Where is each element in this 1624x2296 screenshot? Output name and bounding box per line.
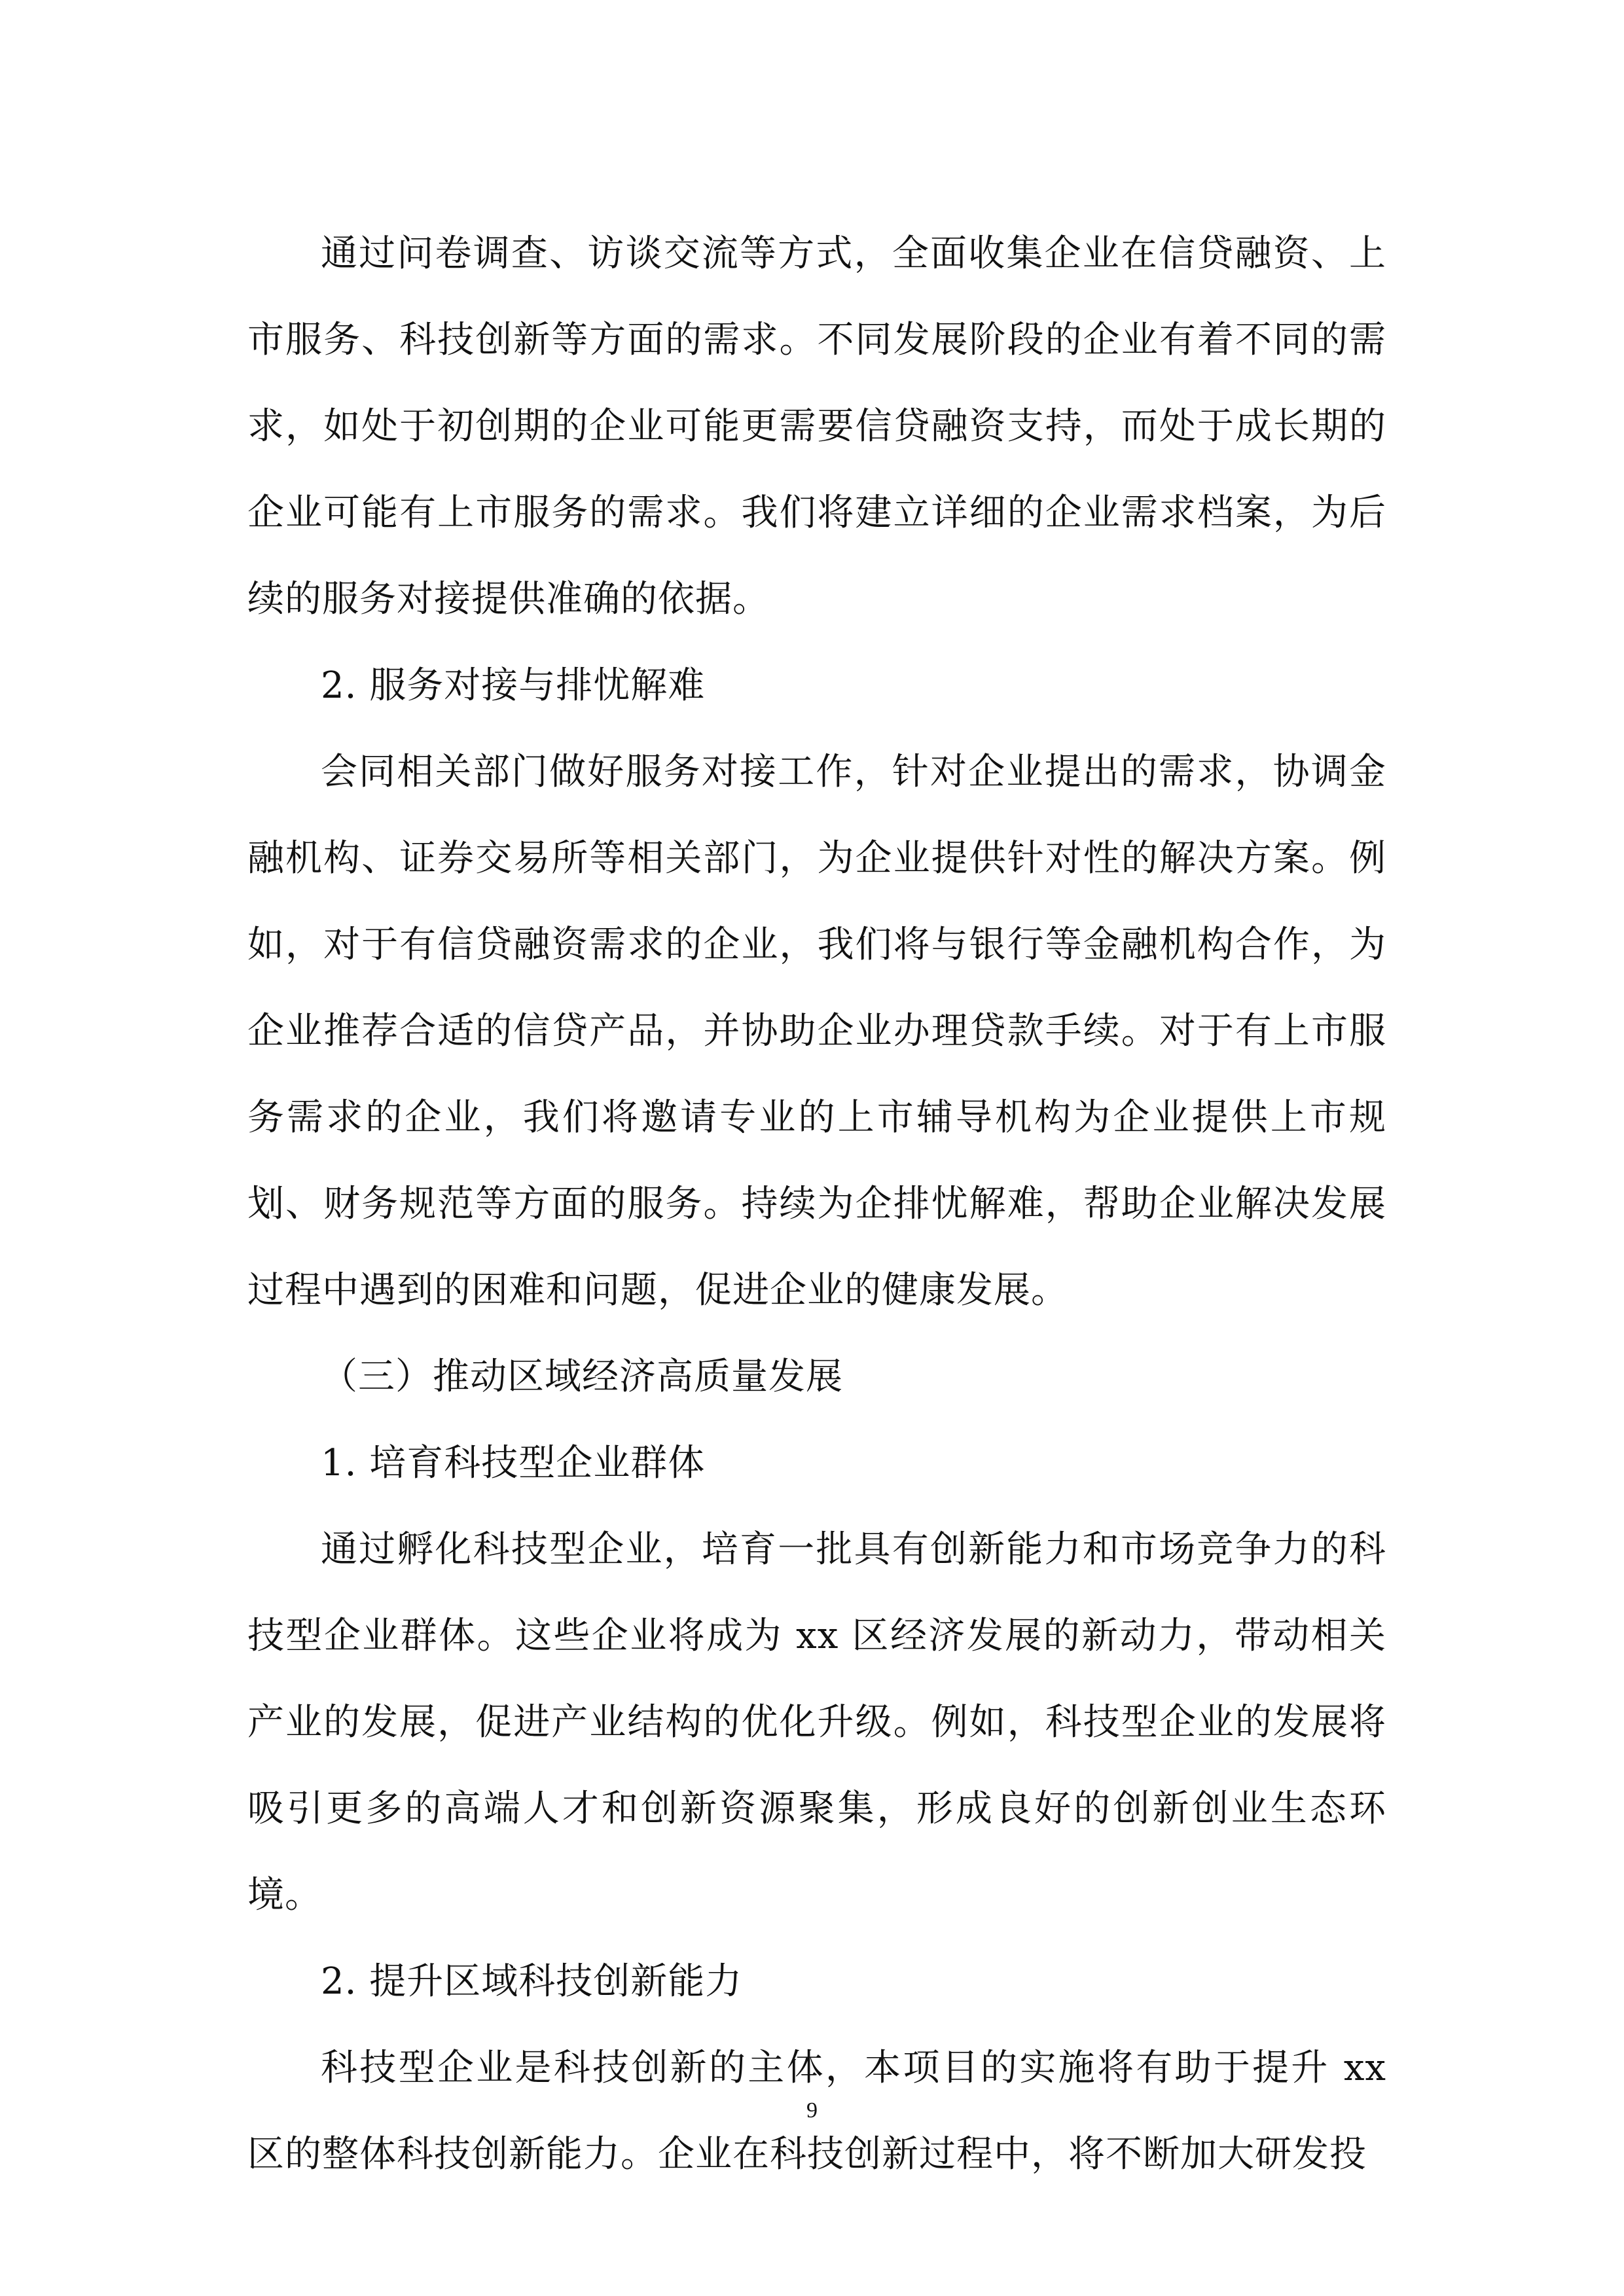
page-number: 9 (806, 2098, 818, 2123)
section-heading-regional-economy: （三）推动区域经济高质量发展 (321, 1355, 843, 1398)
paragraph-tech-enterprise-cluster: 通过孵化科技型企业，培育一批具有创新能力和市场竞争力的科技型企业群体。这些企业将成为 xx 区经济发展的新动力，带动相关产业的发展，促进产业结构的优化升级。例如，科技型企业的发展将吸引更多的高端人才和创新资源聚集，形成良好的创新创业生态环境。 (247, 1528, 1386, 1916)
paragraph-demand-collection: 通过问卷调查、访谈交流等方式，全面收集企业在信贷融资、上市服务、科技创新等方面的需求。不同发展阶段的企业有着不同的需求，如处于初创期的企业可能更需要信贷融资支持，而处于成长期的企业可能有上市服务的需求。我们将建立详细的企业需求档案，为后续的服务对接提供准确的依据。 (247, 232, 1386, 620)
heading-service-matching: 2. 服务对接与排忧解难 (321, 664, 706, 707)
heading-tech-enterprise-cluster: 1. 培育科技型企业群体 (321, 1442, 706, 1484)
document-body (247, 211, 1386, 2198)
paragraph-service-matching: 会同相关部门做好服务对接工作，针对企业提出的需求，协调金融机构、证券交易所等相关部门，为企业提供针对性的解决方案。例如，对于有信贷融资需求的企业，我们将与银行等金融机构合作，为企业推荐合适的信贷产品，并协助企业办理贷款手续。对于有上市服务需求的企业，我们将邀请专业的上市辅导机构为企业提供上市规划、财务规范等方面的服务。持续为企排忧解难，帮助企业解决发展过程中遇到的困难和问题，促进企业的健康发展。 (247, 751, 1386, 1312)
heading-innovation-capability: 2. 提升区域科技创新能力 (321, 1960, 743, 2003)
paragraph-innovation-capability: 科技型企业是科技创新的主体，本项目的实施将有助于提升 xx 区的整体科技创新能力。企业在科技创新过程中，将不断加大研发投 (247, 2047, 1386, 2176)
